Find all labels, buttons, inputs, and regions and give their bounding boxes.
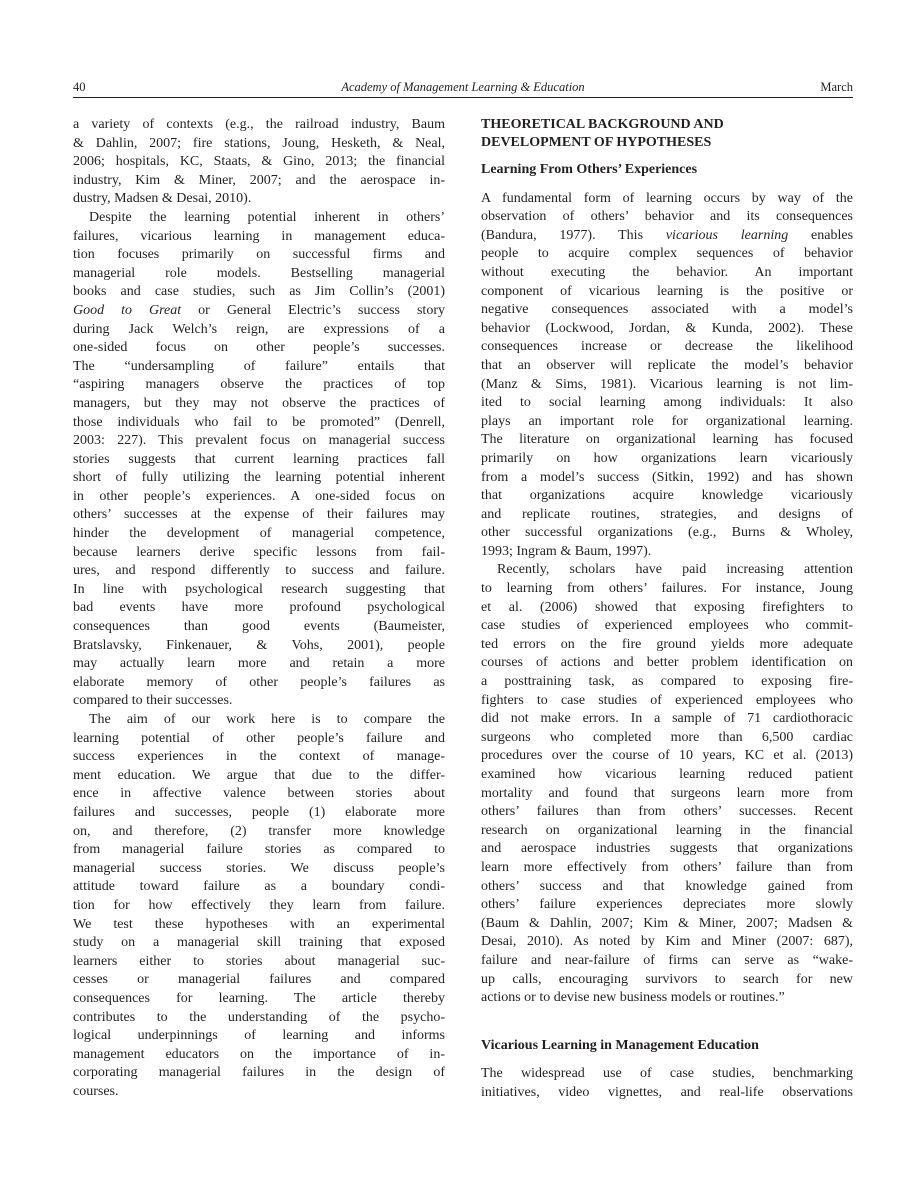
text-line: et al. (2006) showed that exposing firefighters to xyxy=(481,599,853,615)
text-line: during Jack Welch’s reign, are expressions of a xyxy=(73,321,445,337)
text-line: in other people’s experiences. A one-sided focus on xyxy=(73,488,445,504)
text-line: courses. xyxy=(73,1083,119,1099)
text-line: managers, but they may not observe the practices of xyxy=(73,395,445,411)
text-line: initiatives, video vignettes, and real-life observations xyxy=(481,1084,853,1100)
text-line: others’ failure experiences depreciates more slowly xyxy=(481,897,853,913)
text-line: 1993; Ingram & Baum, 1997). xyxy=(481,543,652,559)
text-line: because learners derive specific lessons from fail- xyxy=(73,544,445,560)
paragraph xyxy=(481,561,853,1007)
text-line: to learning from others’ failures. For instance, Joung xyxy=(481,581,853,597)
text-line: that an observer will replicate the model’s behavior xyxy=(481,357,853,373)
paragraph xyxy=(73,209,445,711)
text-line: Vicarious Learning in Management Education xyxy=(481,1037,759,1053)
text-line: that organizations acquire knowledge vicariously xyxy=(481,488,853,504)
text-line: plays an important role for organizational learning. xyxy=(481,413,853,429)
text-line: The widespread use of case studies, benchmarking xyxy=(481,1066,853,1082)
text-line: fighters to case studies of experienced employees who xyxy=(481,692,853,708)
text-line: A fundamental form of learning occurs by way of the xyxy=(481,190,853,206)
text-line: others’ failures than from others’ successes. Recent xyxy=(481,804,853,820)
text-line: 2003: 227). This prevalent focus on managerial success xyxy=(73,433,445,449)
text-line: and aerospace industries suggests that organizations xyxy=(481,841,853,857)
text-line: The “undersampling of failure” entails that xyxy=(73,358,445,374)
text-line: short of fully utilizing the learning potential inherent xyxy=(73,470,445,486)
text-run: enables xyxy=(788,227,854,243)
left-column xyxy=(73,116,445,1101)
text-line: consequences for learning. The article thereby xyxy=(73,990,445,1006)
text-line: learners either to stories about managerial suc- xyxy=(73,953,445,969)
section-heading xyxy=(481,116,853,152)
text-line: procedures over the course of 10 years, KC et al. (2013) xyxy=(481,748,853,764)
text-line: Learning From Others’ Experiences xyxy=(481,162,698,177)
journal-title: Academy of Management Learning & Education xyxy=(341,80,585,94)
text-line: In line with psychological research suggesting that xyxy=(73,581,445,597)
text-line: cesses or managerial failures and compared xyxy=(73,972,445,988)
text-line: people to acquire complex sequences of behavior xyxy=(481,246,853,262)
text-line: attitude toward failure as a boundary condi- xyxy=(73,879,445,895)
text-line: a variety of contexts (e.g., the railroad industry, Baum xyxy=(73,117,445,132)
subsection-heading xyxy=(481,161,853,180)
italic-text: vicarious learning xyxy=(665,227,789,243)
text-line: did not make errors. In a sample of 71 cardiothoracic xyxy=(481,711,853,727)
text-line: (Baum & Dahlin, 2007; Kim & Miner, 2007; Madsen & xyxy=(481,915,853,931)
text-run: (Bandura, 1977). This xyxy=(481,227,666,243)
text-line: learning potential of other people’s failure and xyxy=(73,730,445,746)
text-line: failure and near-failure of firms can serve as “wake- xyxy=(481,952,853,968)
text-line: dustry, Madsen & Desai, 2010). xyxy=(73,191,252,207)
italic-text: Good to Great xyxy=(73,302,182,318)
text-line xyxy=(73,302,445,321)
text-line: actions or to devise new business models or routines.” xyxy=(481,990,785,1006)
text-line: surgeons who completed more than 6,500 cardiac xyxy=(481,729,853,745)
text-run: or General Electric’s success story xyxy=(181,302,445,318)
text-line xyxy=(481,227,853,246)
issue-month: March xyxy=(820,80,853,94)
paragraph xyxy=(73,116,445,209)
text-line: consequences increase or decrease the likelihood xyxy=(481,339,853,355)
text-line: examined how vicarious learning reduced patient xyxy=(481,767,853,782)
paragraph xyxy=(481,1065,853,1102)
text-line: “aspiring managers observe the practices of top xyxy=(73,377,445,393)
text-line: Despite the learning potential inherent in others’ xyxy=(89,209,445,225)
text-line: failures, vicarious learning in management educa- xyxy=(73,228,445,244)
text-line: DEVELOPMENT OF HYPOTHESES xyxy=(481,135,712,150)
text-line: and replicate routines, strategies, and designs of xyxy=(481,506,853,522)
running-header xyxy=(73,79,853,96)
text-line: corporating managerial failures in the design of xyxy=(73,1065,445,1081)
text-line: managerial success stories. We discuss people’s xyxy=(73,860,445,876)
text-line: industry, Kim & Miner, 2007; and the aerospace in- xyxy=(73,172,445,188)
right-column xyxy=(481,116,853,1103)
text-line: consequences than good events (Baumeister, xyxy=(73,619,445,635)
text-line: a posttraining task, as compared to exposing fire- xyxy=(481,674,853,690)
text-line: component of vicarious learning is the positive or xyxy=(481,283,853,299)
text-line: THEORETICAL BACKGROUND AND xyxy=(481,117,724,132)
text-line: logical underpinnings of learning and informs xyxy=(73,1028,445,1044)
text-line: ment education. We argue that due to the differ- xyxy=(73,767,445,783)
text-line: ures, and respond differently to success and failure. xyxy=(73,563,445,579)
text-line: Recently, scholars have paid increasing attention xyxy=(497,562,853,578)
text-line: up calls, encouraging survivors to search for new xyxy=(481,971,853,987)
text-line: mortality and found that surgeons learn more from xyxy=(481,785,853,801)
text-line: management educators on the importance of in- xyxy=(73,1046,445,1062)
text-line: managerial role models. Bestselling managerial xyxy=(73,265,445,281)
text-line: 2006; hospitals, KC, Staats, & Gino, 2013; the financial xyxy=(73,154,445,170)
text-line: contributes to the understanding of the psycho- xyxy=(73,1009,445,1025)
text-line: failures and successes, people (1) elaborate more xyxy=(73,804,445,820)
text-line: (Manz & Sims, 1981). Vicarious learning is not lim- xyxy=(481,376,853,392)
text-line: Desai, 2010). As noted by Kim and Miner (2007: 687), xyxy=(481,934,853,950)
text-line: on, and therefore, (2) transfer more knowledge xyxy=(73,823,445,839)
text-line: from managerial failure stories as compared to xyxy=(73,842,445,858)
text-line: primarily on how organizations learn vicariously xyxy=(481,450,853,466)
text-line: observation of others’ behavior and its consequences xyxy=(481,209,853,225)
page-number: 40 xyxy=(73,80,86,94)
text-line: behavior (Lockwood, Jordan, & Kunda, 2002). These xyxy=(481,320,853,336)
subsection-heading xyxy=(481,1037,853,1056)
paragraph xyxy=(481,190,853,562)
text-line: negative consequences associated with a model’s xyxy=(481,302,853,318)
text-line: research on organizational learning in the financial xyxy=(481,822,853,838)
text-line: hinder the development of managerial competence, xyxy=(73,526,445,542)
text-line: The aim of our work here is to compare the xyxy=(89,712,445,727)
text-line: ted errors on the fire ground yields more adequate xyxy=(481,636,853,652)
text-line: study on a managerial skill training that exposed xyxy=(73,935,445,951)
text-line: one-sided focus on other people’s successes. xyxy=(73,340,445,356)
text-line: tion for how effectively they learn from failure. xyxy=(73,897,445,913)
text-line: success experiences in the context of manage- xyxy=(73,749,445,765)
text-line: others’ successes at the expense of their failures may xyxy=(73,507,445,523)
text-line: others’ success and that knowledge gained from xyxy=(481,878,853,894)
text-line: tion focuses primarily on successful firms and xyxy=(73,247,445,263)
text-line: elaborate memory of other people’s failures as xyxy=(73,674,445,690)
text-line: ence in affective valence between stories about xyxy=(73,786,445,802)
text-line: may actually learn more and retain a more xyxy=(73,656,445,672)
text-line: those individuals who fail to be promoted” (Denrell, xyxy=(73,414,445,430)
text-line: books and case studies, such as Jim Collin’s (2001) xyxy=(73,284,445,300)
text-line: without executing the behavior. An important xyxy=(481,264,853,280)
header-rule xyxy=(73,97,853,98)
text-line: & Dahlin, 2007; fire stations, Joung, Hesketh, & Neal, xyxy=(73,135,445,151)
text-line: other successful organizations (e.g., Burns & Wholey, xyxy=(481,525,853,541)
text-line: The literature on organizational learning has focused xyxy=(481,432,853,448)
text-line: We test these hypotheses with an experimental xyxy=(73,916,445,932)
text-line: ited to social learning among individuals: It also xyxy=(481,395,853,411)
text-line: bad events have more profound psychological xyxy=(73,600,445,616)
paragraph xyxy=(73,711,445,1101)
text-line: case studies of experienced employees who commit- xyxy=(481,618,853,634)
text-line: stories suggests that current learning practices fall xyxy=(73,451,445,467)
text-line: from a model’s success (Sitkin, 1992) and has shown xyxy=(481,469,853,485)
text-line: learn more effectively from others’ failure than from xyxy=(481,859,853,875)
text-line: courses of actions and better problem identification on xyxy=(481,655,853,671)
text-line: Bratslavsky, Finkenauer, & Vohs, 2001), people xyxy=(73,637,445,653)
text-line: compared to their successes. xyxy=(73,693,233,709)
